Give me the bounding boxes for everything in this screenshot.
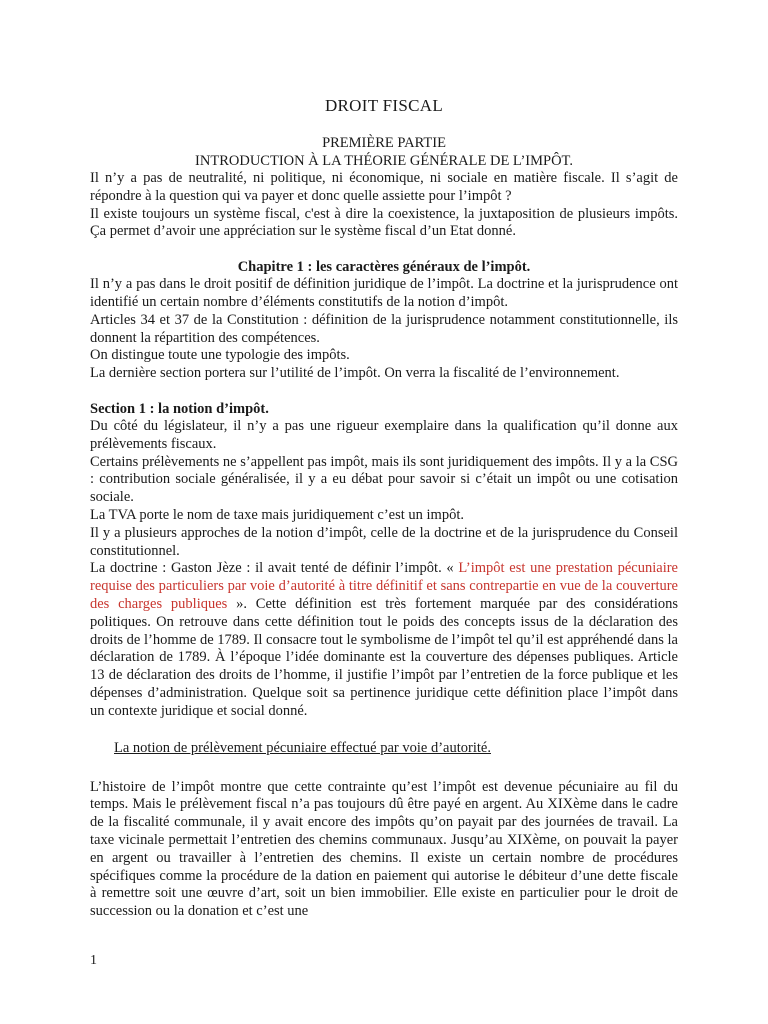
part-heading: PREMIÈRE PARTIE (322, 135, 446, 151)
intro-paragraph-2: Il existe toujours un système fiscal, c'est à dire la coexistence, la juxtaposition de plusieurs impôts. Ça permet d’avoir une appréciation sur le système fiscal d’un Etat donné. (90, 205, 678, 240)
chapter-paragraph-4: La dernière section portera sur l’utilité de l’impôt. On verra la fiscalité de l’environnement. (90, 365, 620, 382)
jeze-quote: L’impôt est une prestation pécuniaire requise des particuliers par voie d’autorité à titre définitif et sans contrepartie en vue de la couverture des charges publiques (90, 560, 678, 612)
chapter-paragraph-3: On distingue toute une typologie des impôts. (90, 347, 350, 364)
chapter-paragraph-2: Articles 34 et 37 de la Constitution : définition de la jurisprudence notamment constitutionnelle, ils donnent la répartition des compétences. (90, 311, 678, 346)
section-paragraph-2: Certains prélèvements ne s’appellent pas impôt, mais ils sont juridiquement des impôts. Il y a la CSG : contribution sociale généralisée, il y a eu débat pour savoir si c’était un impôt ou une cotisation sociale. (90, 453, 678, 506)
intro-heading: INTRODUCTION À LA THÉORIE GÉNÉRALE DE L’IMPÔT. (195, 153, 573, 169)
section-paragraph-4: Il y a plusieurs approches de la notion d’impôt, celle de la doctrine et de la jurisprudence du Conseil constitutionnel. (90, 524, 678, 559)
document-title: DROIT FISCAL (324, 96, 444, 115)
history-paragraph: L’histoire de l’impôt montre que cette contrainte qu’est l’impôt est devenue pécuniaire au fil du temps. Mais le prélèvement fiscal n’a pas toujours dû être payé en argent. Au XIXème dans le cadre de la fiscalité communale, il y avait encore des impôts qu’on payait par des journées de travail. La taxe vicinale permettait l’entretien des chemins communaux. Jusqu’au XIXème, on pouvait la payer en argent ou travailler à l’entretien des chemins. Il existe un certain nombre de procédures spécifiques comme la procédure de la dation en paiement qui autorise le débiteur d’une dette fiscale à remettre soit une œuvre d’art, soit un bien immobilier. Elle existe en particulier pour le droit de succession ou la donation et c’est une (90, 778, 678, 920)
page-number: 1 (90, 953, 97, 968)
jeze-commentary: ». Cette définition est très fortement marquée par des considérations politiques. On retrouve dans cette définition tout le poids des concepts issus de la déclaration des droits de l’homme de 1789. Il consacre tout le symbolisme de l’impôt tel qu’il est appréhendé dans la déclaration de 1789. À l’époque l’idée dominante est la couverture des dépenses publiques. Article 13 de déclaration des droits de l’homme, il justifie l’impôt par l’entretien de la force publique et les dépenses d’administration. Quelque soit sa pertinence juridique cette définition place l’impôt dans un contexte juridique et social donné. (90, 595, 678, 719)
chapter-heading: Chapitre 1 : les caractères généraux de l’impôt. (237, 259, 531, 276)
chapter-paragraph-1: Il n’y a pas dans le droit positif de définition juridique de l’impôt. La doctrine et la jurisprudence ont identifié un certain nombre d’éléments constitutifs de la notion d’impôt. (90, 276, 678, 310)
jeze-paragraph (90, 560, 678, 720)
section-paragraph-3: La TVA porte le nom de taxe mais juridiquement c’est un impôt. (90, 506, 464, 523)
section-paragraph-1: Du côté du législateur, il n’y a pas une rigueur exemplaire dans la qualification qu’il donne aux prélèvements fiscaux. (90, 417, 678, 452)
section-heading: Section 1 : la notion d’impôt. (90, 400, 269, 417)
subheading: La notion de prélèvement pécuniaire effectué par voie d’autorité. (114, 739, 491, 756)
jeze-intro-text: La doctrine : Gaston Jèze : il avait tenté de définir l’impôt. « (90, 560, 459, 577)
intro-paragraph-1: Il n’y a pas de neutralité, ni politique, ni économique, ni sociale en matière fiscale. Il s’agit de répondre à la question qui va payer et donc quelle assiette pour l’impôt ? (90, 170, 678, 204)
